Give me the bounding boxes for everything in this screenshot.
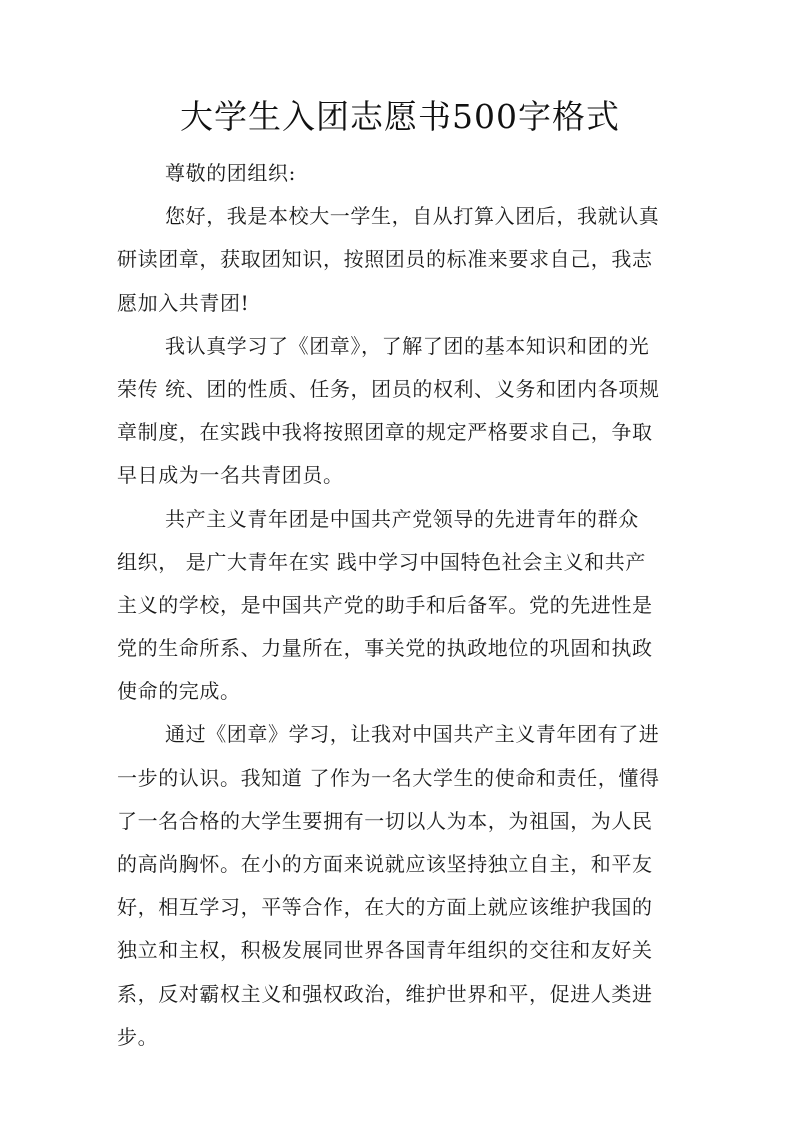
- paragraph-2: [117, 325, 692, 498]
- paragraph-line: 研读团章，获取团知识，按照团员的标准来要求自己，我志: [117, 247, 653, 272]
- paragraph-line: 了一名合格的大学生要拥有一切以人为本，为祖国，为人民: [117, 808, 653, 833]
- paragraph-line: 主义的学校，是中国共产党的助手和后备军。党的先进性是: [117, 592, 653, 617]
- paragraph-line: 早日成为一名共青团员。: [117, 463, 344, 488]
- paragraph-line: 系，反对霸权主义和强权政治，维护世界和平，促进人类进: [117, 981, 653, 1006]
- document-title: 大学生入团志愿书500字格式: [180, 97, 620, 136]
- paragraph-line: 愿加入共青团!: [117, 290, 250, 315]
- salutation-line: 尊敬的团组织:: [165, 161, 296, 185]
- document-body: [117, 152, 692, 1059]
- paragraph-line: 共产主义青年团是中国共产党领导的先进青年的群众: [165, 506, 639, 531]
- salutation: [117, 152, 692, 195]
- paragraph-line: 好，相互学习，平等合作，在大的方面上就应该维护我国的: [117, 895, 653, 920]
- paragraph-line: 步。: [117, 1024, 159, 1049]
- paragraph-line: 党的生命所系、力量所在，事关党的执政地位的巩固和执政: [117, 636, 653, 661]
- paragraph-line: 使命的完成。: [117, 679, 241, 704]
- paragraph-line: 通过《团章》学习，让我对中国共产主义青年团有了进: [165, 722, 660, 747]
- paragraph-1: [117, 195, 692, 325]
- paragraph-line: 一步的认识。我知道 了作为一名大学生的使命和责任，懂得: [117, 765, 660, 790]
- paragraph-line: 我认真学习了《团章》，了解了团的基本知识和团的光: [165, 333, 650, 358]
- paragraph-line: 组织， 是广大青年在实 践中学习中国特色社会主义和共产: [117, 549, 646, 574]
- paragraph-3: [117, 498, 692, 714]
- paragraph-line: 的高尚胸怀。在小的方面来说就应该坚持独立自主，和平友: [117, 852, 653, 876]
- paragraph-line: 独立和主权，积极发展同世界各国青年组织的交往和友好关: [117, 938, 653, 963]
- paragraph-line: 章制度，在实践中我将按照团章的规定严格要求自己，争取: [117, 420, 653, 445]
- paragraph-4: [117, 713, 692, 1059]
- paragraph-line: 荣传 统、团的性质、任务，团员的权利、义务和团内各项规: [117, 376, 660, 401]
- paragraph-line: 您好，我是本校大一学生，自从打算入团后，我就认真: [165, 204, 660, 229]
